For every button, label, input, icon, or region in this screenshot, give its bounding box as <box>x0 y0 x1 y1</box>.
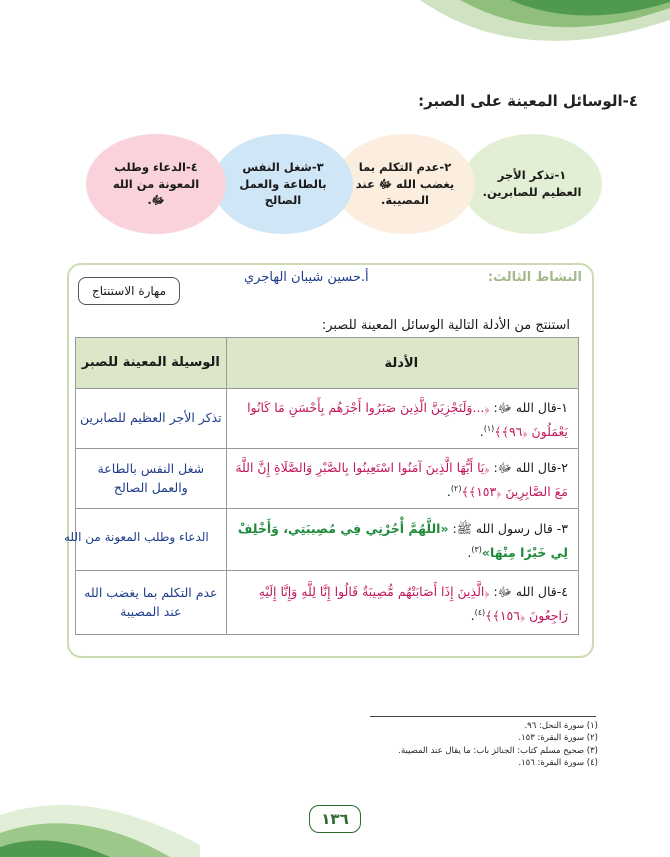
footnote-ref: (٣) <box>471 544 482 554</box>
footnote-2: (٢) سورة البقرة: ١٥٣. <box>518 733 598 744</box>
means-answer-overflow: الدعاء وطلب المعونة من الله <box>64 530 209 544</box>
means-answer: شغل النفس بالطاعة والعمل الصالح <box>76 449 227 509</box>
teacher-name: أ.حسين شيبان الهاجري <box>244 270 369 285</box>
page-number: ١٣٦ <box>309 805 361 833</box>
evidence-prefix: ٤-قال الله ﷻ: <box>489 583 568 599</box>
footnote-1: (١) سورة النحل: ٩٦. <box>524 721 598 731</box>
footnote-ref: (٤) <box>474 607 486 617</box>
evidence-prefix: ١-قال الله ﷻ: <box>489 399 568 415</box>
means-answer: تذكر الأجر العظيم للصابرين <box>76 389 227 449</box>
footnote-divider <box>370 716 596 717</box>
footnote-ref: (١) <box>483 423 495 433</box>
evidence-table <box>75 337 579 635</box>
footnote-ref: (٢) <box>450 483 462 493</box>
means-circle-1: ١-تذكر الأجر العظيم للصابرين. <box>462 134 602 234</box>
table-row <box>76 571 579 635</box>
quran-text: ﴿الَّذِينَ إِذَا أَصَابَتْهُم مُّصِيبَةٌ قَالُوا إِنَّا لِلَّهِ وَإِنَّا إِلَيْهِ رَاجِعُونَ ﴿١٥٦﴾﴾ <box>258 583 568 623</box>
means-circle-2: ٢-عدم التكلم بما يغضب الله ﷻ عند المصيبة. <box>335 134 475 234</box>
leaf-decoration-bottom <box>0 795 200 857</box>
evidence-prefix: ٢-قال الله ﷻ: <box>489 459 568 475</box>
section-heading: ٤-الوسائل المعينة على الصبر: <box>418 92 638 110</box>
evidence-cell: ١-قال الله ﷻ: ﴿...وَلَنَجْزِيَنَّ الَّذِينَ صَبَرُوا أَجْرَهُم بِأَحْسَنِ مَا كَانُوا يَعْمَلُونَ ﴿٩٦﴾﴾$^{(١)}$. <box>226 389 578 449</box>
table-row <box>76 449 579 509</box>
evidence-prefix: ٣- قال رسول الله ﷺ: <box>448 520 568 536</box>
evidence-cell: ٢-قال الله ﷻ: ﴿يَا أَيُّهَا الَّذِينَ آمَنُوا اسْتَعِينُوا بِالصَّبْرِ وَالصَّلَاةِ إِنَّ اللَّهَ مَعَ الصَّابِرِينَ ﴿١٥٣﴾﴾$^{(٢)}$. <box>226 449 578 509</box>
hadith-text: «اللَّهُمَّ أْجُرْنِي فِي مُصِيبَتِي، وَأَخْلِفْ لِي خَيْرًا مِنْهَا» <box>237 520 568 560</box>
means-answer: عدم التكلم بما يغضب الله عند المصيبة <box>76 571 227 635</box>
table-row <box>76 389 579 449</box>
footnote-4: (٤) سورة البقرة: ١٥٦. <box>518 757 598 768</box>
skill-badge: مهارة الاستنتاج <box>78 277 180 305</box>
footnotes <box>398 720 598 769</box>
means-circle-4: ٤-الدعاء وطلب المعونة من الله ﷻ. <box>86 134 226 234</box>
means-circle-3: ٣-شغل النفس بالطاعة والعمل الصالح <box>213 134 353 234</box>
header-evidence: الأدلة <box>226 338 578 389</box>
evidence-cell: ٤-قال الله ﷻ: ﴿الَّذِينَ إِذَا أَصَابَتْهُم مُّصِيبَةٌ قَالُوا إِنَّا لِلَّهِ وَإِنَّا إِلَيْهِ رَاجِعُونَ ﴿١٥٦﴾﴾$^{(٤)}$. <box>226 571 578 635</box>
quran-text: ﴿...وَلَنَجْزِيَنَّ الَّذِينَ صَبَرُوا أَجْرَهُم بِأَحْسَنِ مَا كَانُوا يَعْمَلُونَ ﴿٩٦﴾﴾ <box>247 399 568 439</box>
evidence-cell: ٣- قال رسول الله ﷺ: «اللَّهُمَّ أْجُرْنِي فِي مُصِيبَتِي، وَأَخْلِفْ لِي خَيْرًا مِنْهَا»$^{(٣)}$. <box>226 509 578 571</box>
leaf-decoration-top <box>400 0 670 60</box>
activity-title: النشاط الثالث: <box>487 270 582 285</box>
header-means: الوسيلة المعينة للصبر <box>76 338 227 389</box>
activity-instruction: استنتج من الأدلة التالية الوسائل المعينة للصبر: <box>321 318 570 333</box>
footnote-3: (٣) صحيح مسلم كتاب: الجنائز باب: ما يقال عند المصيبة. <box>398 745 598 756</box>
quran-text: ﴿يَا أَيُّهَا الَّذِينَ آمَنُوا اسْتَعِينُوا بِالصَّبْرِ وَالصَّلَاةِ إِنَّ اللَّهَ مَعَ الصَّابِرِينَ ﴿١٥٣﴾﴾ <box>235 459 568 499</box>
